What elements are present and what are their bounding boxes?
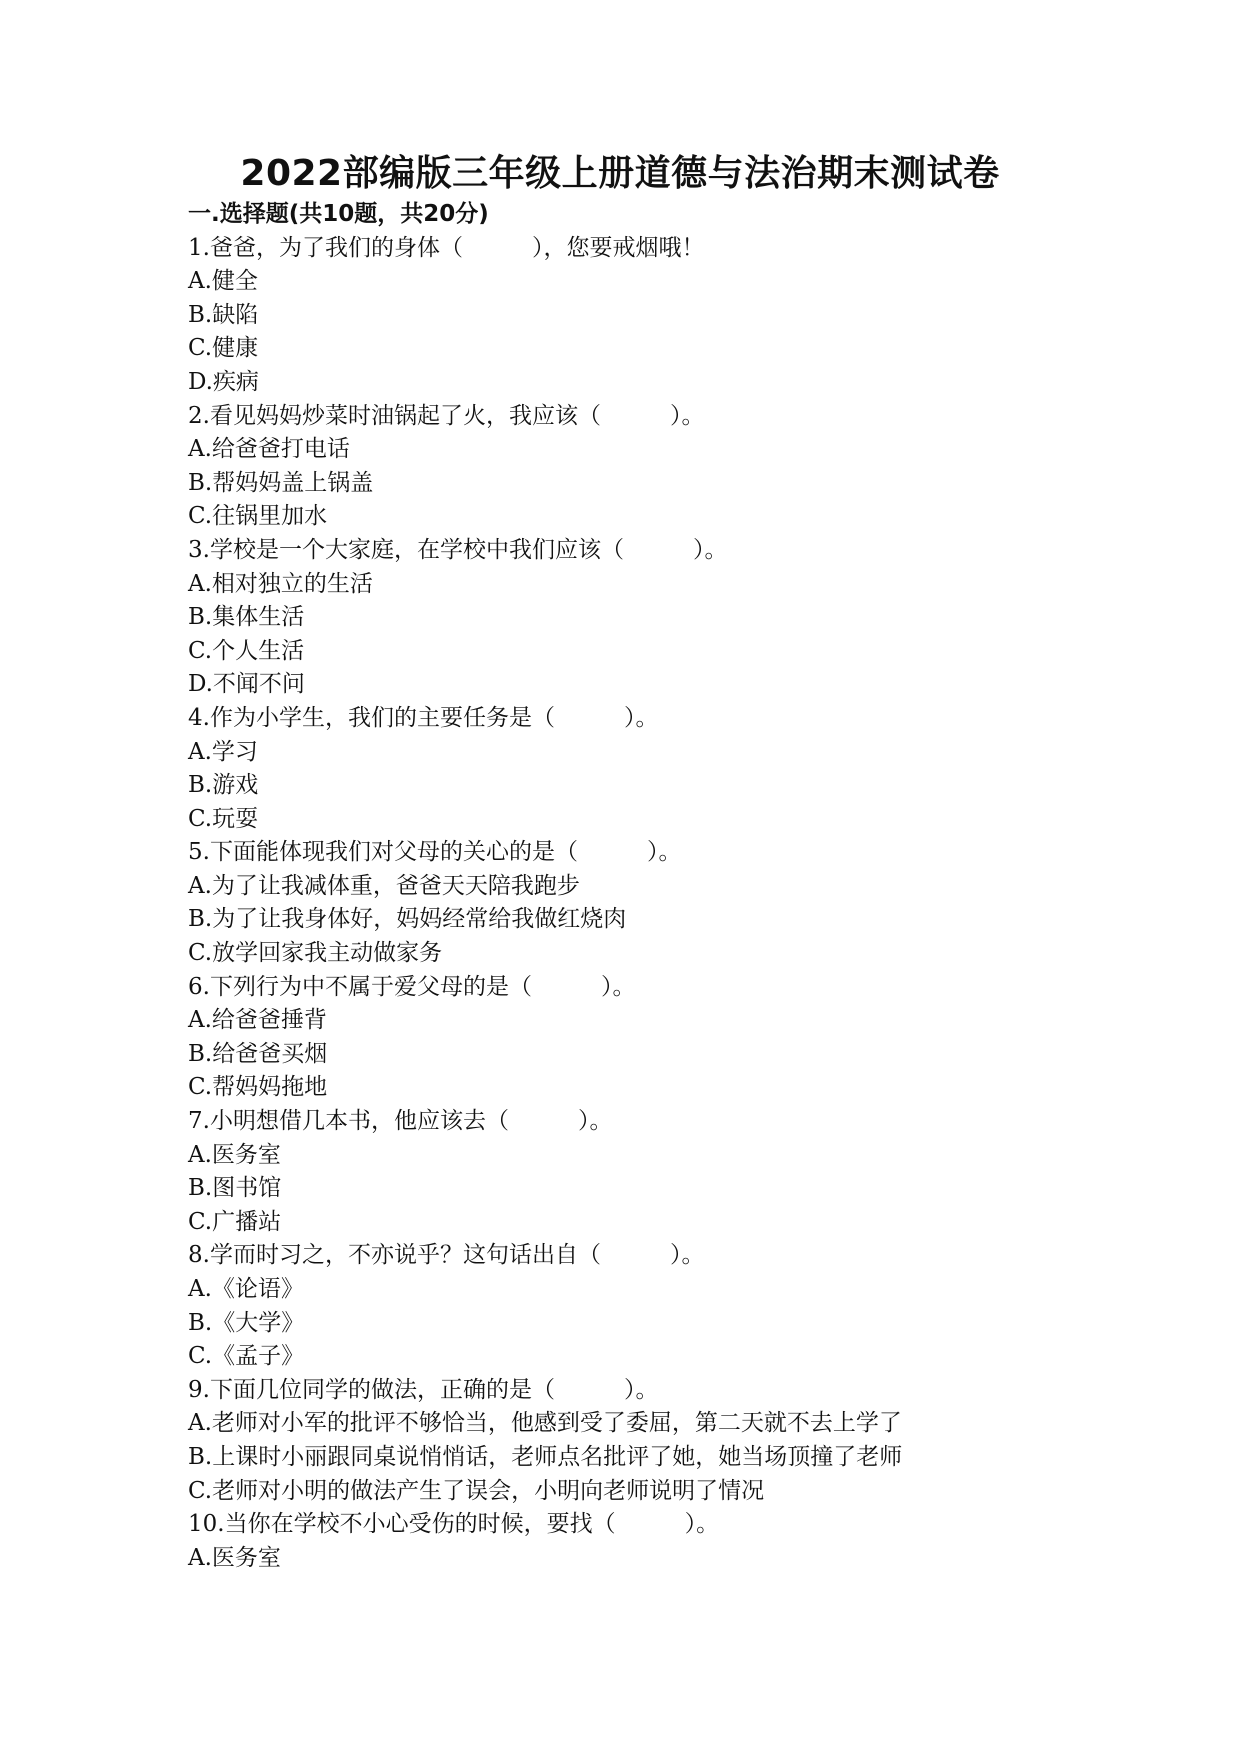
question-8 [188,1239,1088,1373]
question-9 [188,1374,1088,1508]
question-option: C.广播站 [188,1208,282,1235]
question-option: C.玩耍 [188,805,259,832]
question-7 [188,1105,1088,1239]
question-6 [188,971,1088,1105]
question-option: A.给爸爸打电话 [188,436,350,463]
question-option: B.集体生活 [188,604,305,631]
question-stem: 6.下列行为中不属于爱父母的是（ ）。 [188,973,636,1000]
question-option: A.《论语》 [188,1276,304,1302]
question-option: C.帮妈妈拖地 [188,1074,328,1101]
question-option: A.医务室 [188,1544,281,1571]
question-stem: 10.当你在学校不小心受伤的时候，要找（ ）。 [188,1511,720,1538]
section-heading: 一.选择题(共10题，共20分) [188,201,489,227]
question-stem: 9.下面几位同学的做法，正确的是（ ）。 [188,1376,659,1403]
question-option: B.游戏 [188,772,259,799]
question-5 [188,836,1088,970]
question-option: A.健全 [188,268,258,295]
question-option: B.帮妈妈盖上锅盖 [188,469,374,496]
question-2 [188,400,1088,534]
exam-content [188,198,1088,1575]
question-option: D.不闻不问 [188,671,305,698]
question-option: C.个人生活 [188,637,305,664]
question-option: B.为了让我身体好，妈妈经常给我做红烧肉 [188,906,627,933]
question-4 [188,702,1088,836]
question-stem: 3.学校是一个大家庭，在学校中我们应该（ ）。 [188,536,728,563]
question-10 [188,1508,1088,1575]
question-option: A.相对独立的生活 [188,570,373,597]
question-stem: 5.下面能体现我们对父母的关心的是（ ）。 [188,839,682,866]
question-option: A.医务室 [188,1141,281,1168]
question-option: D.疾病 [188,368,259,395]
question-option: A.为了让我减体重，爸爸天天陪我跑步 [188,872,580,899]
question-option: B.上课时小丽跟同桌说悄悄话，老师点名批评了她，她当场顶撞了老师 [188,1443,903,1470]
question-3 [188,534,1088,702]
question-option: C.放学回家我主动做家务 [188,940,443,967]
question-1 [188,232,1088,400]
question-option: C.老师对小明的做法产生了误会，小明向老师说明了情况 [188,1477,765,1504]
question-option: B.缺陷 [188,301,259,328]
question-stem: 1.爸爸，为了我们的身体（ ），您要戒烟哦！ [188,234,705,261]
question-stem: 2.看见妈妈炒菜时油锅起了火，我应该（ ）。 [188,402,705,429]
question-option: C.健康 [188,335,259,362]
question-list [188,232,1088,1576]
question-stem: 8.学而时习之，不亦说乎？这句话出自（ ）。 [188,1242,705,1269]
question-option: B.图书馆 [188,1175,282,1202]
question-option: C.《孟子》 [188,1343,305,1370]
question-option: A.学习 [188,738,258,765]
question-option: B.《大学》 [188,1309,305,1336]
question-option: C.往锅里加水 [188,503,328,530]
question-option: A.给爸爸捶背 [188,1007,327,1034]
question-stem: 7.小明想借几本书，他应该去（ ）。 [188,1108,613,1135]
exam-title: 2022部编版三年级上册道德与法治期末测试卷 [240,153,1000,194]
question-option: A.老师对小军的批评不够恰当，他感到受了委屈，第二天就不去上学了 [188,1410,902,1437]
question-option: B.给爸爸买烟 [188,1040,328,1067]
question-stem: 4.作为小学生，我们的主要任务是（ ）。 [188,704,659,731]
